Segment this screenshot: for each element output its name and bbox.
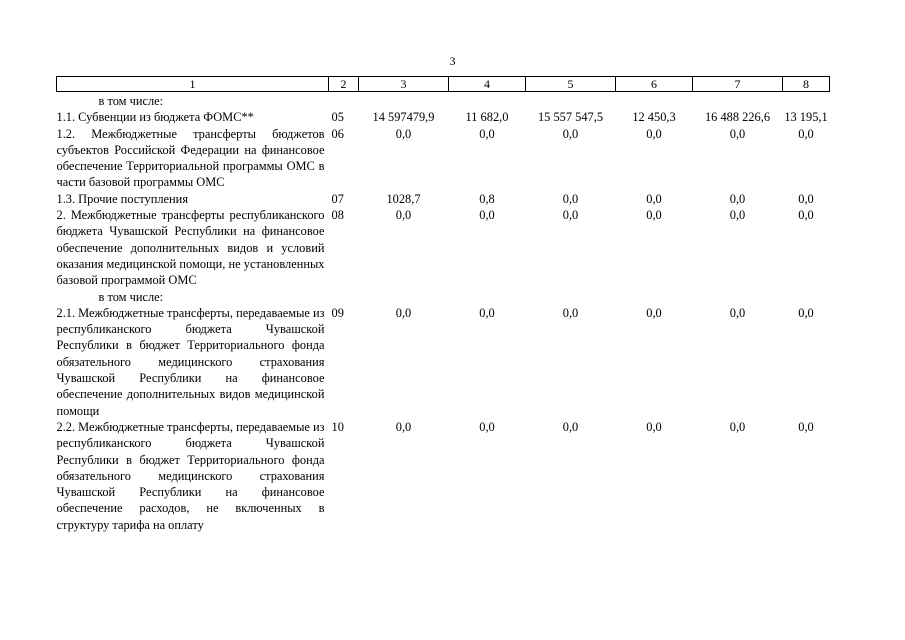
column-header: 4 bbox=[449, 77, 526, 92]
row-label: в том числе: bbox=[98, 94, 164, 108]
row-value: 0,0 bbox=[646, 305, 662, 320]
row-value: 0,0 bbox=[798, 191, 814, 206]
row-value: 0,0 bbox=[798, 305, 814, 320]
row-value: 0,0 bbox=[798, 208, 814, 223]
row-value: 0,0 bbox=[395, 419, 412, 434]
table-row bbox=[57, 109, 830, 125]
column-header: 6 bbox=[616, 77, 693, 92]
row-value bbox=[783, 92, 830, 110]
row-value: 0,0 bbox=[646, 191, 662, 206]
row-code bbox=[329, 92, 359, 110]
row-value: 0,0 bbox=[395, 305, 412, 320]
row-value: 0,0 bbox=[479, 208, 495, 223]
table-row bbox=[57, 191, 830, 207]
table-row bbox=[57, 289, 830, 305]
row-label: 2.1. Межбюджетные трансферты, передаваемые из республиканского бюджета Чувашской Республики в бюджет Территориального фонда обязательного медицинского страхования Чувашской Республики на финансовое обеспечение дополнительных видов медицинской помощи bbox=[56, 305, 325, 418]
table-row bbox=[57, 126, 830, 191]
table-body bbox=[57, 92, 830, 534]
column-header: 2 bbox=[329, 77, 359, 92]
table-row bbox=[57, 419, 830, 533]
column-header: 3 bbox=[359, 77, 449, 92]
row-value: 15 557 547,5 bbox=[537, 110, 604, 125]
row-label: 1.3. Прочие поступления bbox=[56, 191, 189, 206]
row-value: 12 450,3 bbox=[632, 110, 676, 125]
row-value: 0,0 bbox=[729, 305, 746, 320]
row-value: 0,0 bbox=[646, 126, 662, 141]
row-value bbox=[526, 289, 616, 305]
row-value: 0,0 bbox=[562, 208, 579, 223]
row-value: 0,0 bbox=[729, 191, 746, 206]
column-header: 7 bbox=[693, 77, 783, 92]
row-value: 11 682,0 bbox=[465, 110, 509, 125]
row-value bbox=[449, 92, 526, 110]
column-header: 5 bbox=[526, 77, 616, 92]
row-value: 0,0 bbox=[562, 419, 579, 434]
row-code: 08 bbox=[331, 208, 344, 223]
row-label: 1.2. Межбюджетные трансферты бюджетов субъектов Российской Федерации на финансовое обеспечение Территориальной программы ОМС в части базовой программы ОМС bbox=[56, 126, 325, 190]
row-value: 0,0 bbox=[395, 208, 412, 223]
row-value: 16 488 226,6 bbox=[704, 110, 771, 125]
row-value: 0,0 bbox=[798, 126, 814, 141]
row-code: 09 bbox=[331, 305, 344, 320]
row-value bbox=[359, 92, 449, 110]
row-label: 2.2. Межбюджетные трансферты, передаваемые из республиканского бюджета Чувашской Республики в бюджет Территориального фонда обязательного медицинского страхования Чувашской Республики на финансовое обеспечение расходов, не включенных в структуру тарифа на оплату bbox=[56, 419, 325, 532]
header-row bbox=[57, 77, 830, 92]
row-code: 06 bbox=[331, 126, 344, 141]
row-value: 0,0 bbox=[729, 419, 746, 434]
row-value: 13 195,1 bbox=[784, 110, 828, 125]
row-value: 0,0 bbox=[395, 126, 412, 141]
row-value bbox=[693, 289, 783, 305]
row-value: 0,0 bbox=[562, 126, 579, 141]
row-value bbox=[449, 289, 526, 305]
row-value: 1028,7 bbox=[386, 191, 421, 206]
row-value bbox=[616, 289, 693, 305]
table-row bbox=[57, 92, 830, 110]
row-value bbox=[616, 92, 693, 110]
row-label: 2. Межбюджетные трансферты республиканского бюджета Чувашской Республики на финансовое обеспечение дополнительных видов и условий оказания медицинской помощи, не установленных базовой программой ОМС bbox=[56, 208, 325, 288]
row-value: 0,0 bbox=[562, 305, 579, 320]
row-value: 0,0 bbox=[479, 305, 495, 320]
page-number: 3 bbox=[449, 54, 456, 68]
table-row bbox=[57, 305, 830, 419]
row-value bbox=[783, 289, 830, 305]
row-value bbox=[526, 92, 616, 110]
column-header: 8 bbox=[783, 77, 830, 92]
row-value: 0,0 bbox=[729, 126, 746, 141]
table-row bbox=[57, 207, 830, 288]
row-code: 10 bbox=[331, 419, 344, 434]
row-value bbox=[359, 289, 449, 305]
row-label: в том числе: bbox=[98, 289, 164, 304]
row-value: 0,0 bbox=[646, 419, 662, 434]
row-value: 0,0 bbox=[646, 208, 662, 223]
row-code: 07 bbox=[331, 191, 344, 206]
row-value: 0,0 bbox=[562, 191, 579, 206]
table-header bbox=[57, 77, 830, 92]
row-value: 0,0 bbox=[729, 208, 746, 223]
row-code: 05 bbox=[331, 110, 344, 125]
budget-table bbox=[56, 76, 830, 533]
row-value bbox=[693, 92, 783, 110]
row-value: 0,0 bbox=[479, 419, 495, 434]
column-header: 1 bbox=[57, 77, 329, 92]
row-value: 0,8 bbox=[479, 191, 495, 206]
row-value: 14 597479,9 bbox=[372, 110, 435, 125]
row-value: 0,0 bbox=[479, 126, 495, 141]
row-label: 1.1. Субвенции из бюджета ФОМС** bbox=[56, 110, 254, 125]
row-value: 0,0 bbox=[798, 419, 814, 434]
row-code bbox=[329, 289, 359, 305]
